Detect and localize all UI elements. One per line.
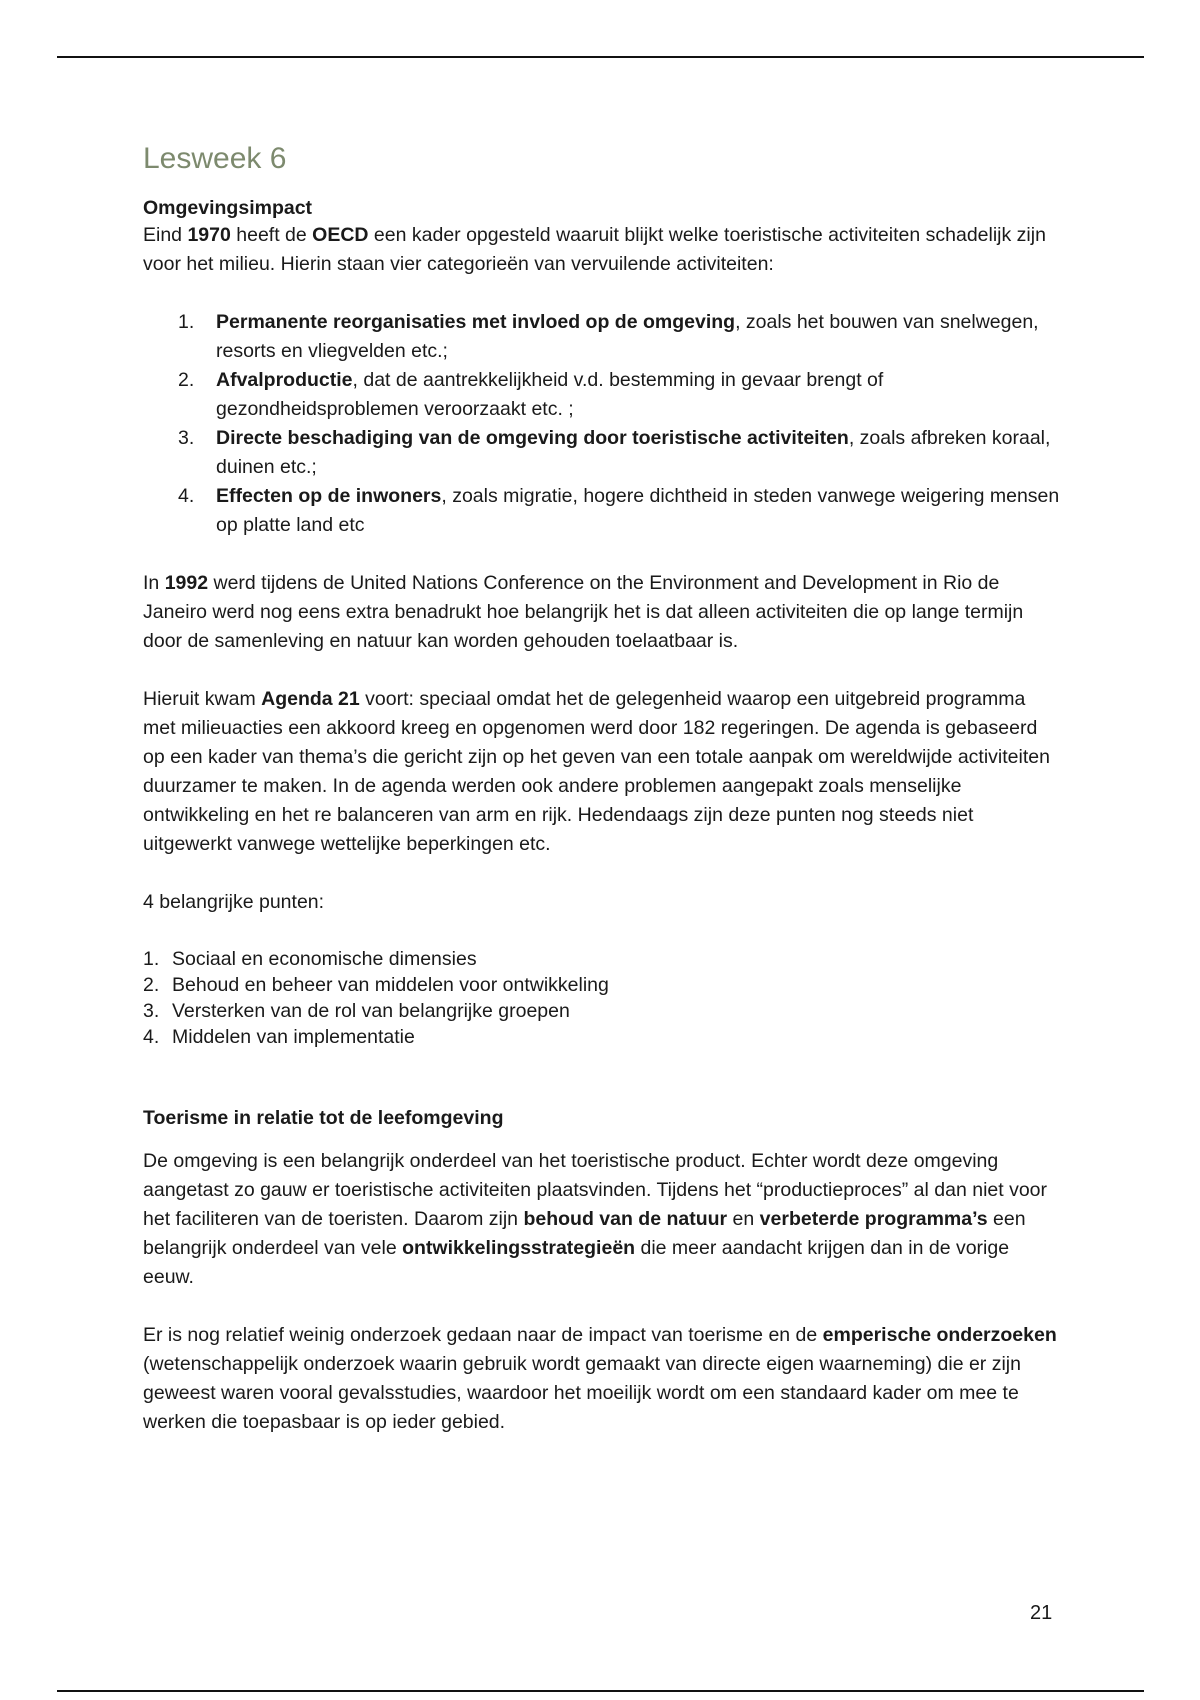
page-heading: Lesweek 6	[143, 142, 287, 175]
list-item: 1. Permanente reorganisaties met invloed op de omgeving, zoals het bouwen van snelwegen, resorts en vliegvelden etc.;	[178, 311, 1039, 362]
page-number: 21	[1030, 1602, 1053, 1624]
intro-paragraph: Eind 1970 heeft de OECD een kader opgesteld waaruit blijkt welke toeristische activiteiten schadelijk zijn voor het milieu. Hierin staan vier categorieën van vervuilende activiteiten:	[143, 224, 1046, 275]
research-paragraph: Er is nog relatief weinig onderzoek gedaan naar de impact van toerisme en de emperische onderzoeken (wetenschappelijk onderzoek waarin gebruik wordt gemaakt van directe eigen waarneming) die er zijn geweest waren vooral gevalsstudies, waardoor het moeilijk wordt om een standaard kader om mee te werken die toepasbaar is op ieder gebied.	[143, 1324, 1057, 1433]
list-item: 1. Sociaal en economische dimensies	[143, 948, 477, 970]
list-item: 3. Versterken van de rol van belangrijke groepen	[143, 1000, 570, 1022]
list-item: 4. Middelen van implementatie	[143, 1026, 415, 1048]
section-title-omgevingsimpact: Omgevingsimpact	[143, 197, 313, 219]
list-item: 4. Effecten op de inwoners, zoals migratie, hogere dichtheid in steden vanwege weigering mensen op platte land etc	[178, 485, 1060, 536]
section-title-leefomgeving: Toerisme in relatie tot de leefomgeving	[143, 1107, 504, 1129]
list-item: 3. Directe beschadiging van de omgeving door toeristische activiteiten, zoals afbreken koraal, duinen etc.;	[178, 427, 1051, 478]
page-content	[143, 140, 1063, 1437]
footer-rule	[57, 1690, 1144, 1692]
key-points-list	[143, 946, 1063, 1050]
list-item: 2. Afvalproductie, dat de aantrekkelijkheid v.d. bestemming in gevaar brengt of gezondheidsproblemen veroorzaakt etc. ;	[178, 369, 884, 420]
rio-1992-paragraph: In 1992 werd tijdens de United Nations Conference on the Environment and Development in Rio de Janeiro werd nog eens extra benadrukt hoe belangrijk het is dat alleen activiteiten die op lange termijn door de samenleving en natuur kan worden gehouden toelaatbaar is.	[143, 572, 1024, 652]
points-label: 4 belangrijke punten:	[143, 891, 325, 913]
agenda-21-paragraph: Hieruit kwam Agenda 21 voort: speciaal omdat het de gelegenheid waarop een uitgebreid programma met milieuacties een akkoord kreeg en opgenomen werd door 182 regeringen. De agenda is gebaseerd op een kader van thema’s die gericht zijn op het geven van een totale aanpak om wereldwijde activiteiten duurzamer te maken. In de agenda werden ook andere problemen aangepakt zoals menselijke ontwikkeling en het re balanceren van arm en rijk. Hedendaags zijn deze punten nog steeds niet uitgewerkt vanwege wettelijke beperkingen etc.	[143, 688, 1050, 855]
list-item: 2. Behoud en beheer van middelen voor ontwikkeling	[143, 974, 609, 996]
header-rule	[57, 56, 1144, 58]
pollution-categories-list	[143, 308, 1063, 540]
environment-paragraph: De omgeving is een belangrijk onderdeel van het toeristische product. Echter wordt deze omgeving aangetast zo gauw er toeristische activiteiten plaatsvinden. Tijdens het “productieproces” al dan niet voor het faciliteren van de toeristen. Daarom zijn behoud van de natuur en verbeterde programma’s een belangrijk onderdeel van vele ontwikkelingsstrategieën die meer aandacht krijgen dan in de vorige eeuw.	[143, 1150, 1048, 1288]
